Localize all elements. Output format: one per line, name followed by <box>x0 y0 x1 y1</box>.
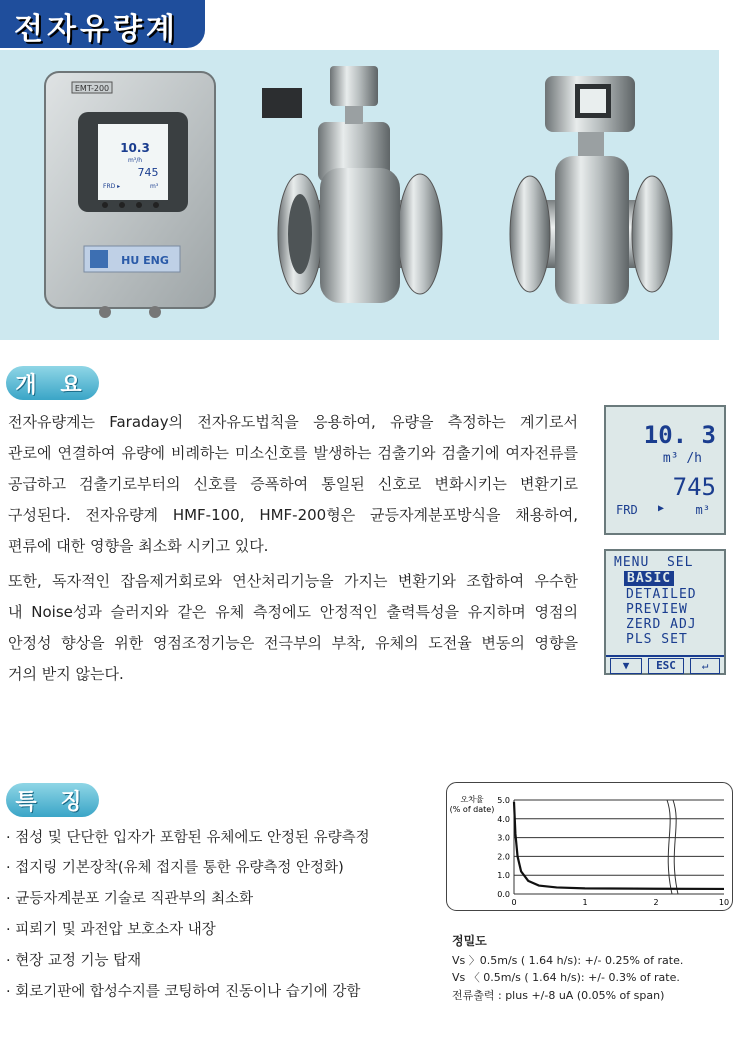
feature-item: · 회로기판에 합성수지를 코팅하여 진동이나 습기에 강함 <box>6 984 361 1000</box>
chart-x-tick-label: 0 <box>511 898 517 907</box>
svg-text:m³: m³ <box>150 183 159 190</box>
svg-text:10.3: 10.3 <box>120 141 150 155</box>
lcd-menu-item-pls-set[interactable]: PLS SET <box>626 632 688 647</box>
lcd-esc-button[interactable]: ESC <box>648 658 684 674</box>
features-heading-tab <box>6 783 99 817</box>
overview-line: 공급하고 검출기로부터의 신호를 증폭하여 통일된 신호로 변화시키는 변환기로 <box>8 475 578 493</box>
chart-y-tick-label: 2.0 <box>497 852 510 862</box>
lcd-frd-label: FRD <box>616 503 638 517</box>
overview-heading-tab <box>6 366 99 400</box>
lcd-down-button[interactable]: ▼ <box>610 658 642 674</box>
lcd-display-menu <box>604 549 726 675</box>
svg-text:HU ENG: HU ENG <box>121 254 169 267</box>
svg-text:m³/h: m³/h <box>127 157 143 164</box>
chart-y-tick-label: 1.0 <box>497 871 510 881</box>
features-heading: 특 징 <box>15 790 90 815</box>
chart-x-tick-label: 2 <box>653 898 659 907</box>
lcd-menu-item-basic[interactable]: BASIC <box>624 571 674 586</box>
accuracy-line: 전류출력 : plus +/-8 uA (0.05% of span) <box>452 989 665 1002</box>
chart-y-tick-label: 3.0 <box>497 833 510 843</box>
lcd-menu-item-preview[interactable]: PREVIEW <box>626 602 688 617</box>
accuracy-heading: 정밀도 <box>452 934 487 948</box>
feature-item: · 피뢰기 및 과전압 보호소자 내장 <box>6 922 216 938</box>
page-title: 전자유량계 <box>14 12 179 47</box>
lcd-menu-item-zero-adj[interactable]: ZERD ADJ <box>626 617 697 632</box>
chart-ylabel-line2: (% of date) <box>449 805 495 814</box>
lcd-menu-item-detailed[interactable]: DETAILED <box>626 587 697 602</box>
overview-line: 구성된다. 전자유량계 HMF-100, HMF-200형은 균등자계분포방식을 채용하여, <box>8 506 578 524</box>
accuracy-line: Vs 〈 0.5m/s ( 1.64 h/s): +/- 0.3% of rate. <box>452 971 680 984</box>
lcd-total-count: 745 <box>672 473 716 501</box>
feature-item: · 현장 교정 기능 탑재 <box>6 953 142 969</box>
feature-item: · 접지링 기본장착(유체 접지를 통한 유량측정 안정화) <box>6 860 344 876</box>
svg-text:EMT-200: EMT-200 <box>74 84 110 93</box>
feature-item: · 균등자계분포 기술로 직관부의 최소화 <box>6 891 254 907</box>
lcd-total-unit: m³ <box>695 503 710 517</box>
flowmeter-1 <box>262 66 442 303</box>
svg-text:FRD ▸: FRD ▸ <box>103 183 121 190</box>
overview-line: 편류에 대한 영향을 최소화 시키고 있다. <box>8 537 269 555</box>
chart-ylabel-line1: 오차율 <box>460 795 484 804</box>
overview-line: 관로에 연결하여 유량에 비례하는 미소신호를 발생하는 검출기와 검출기에 여자전류를 <box>8 444 578 462</box>
chart-y-tick-label: 0.0 <box>497 890 510 899</box>
accuracy-line: Vs 〉0.5m/s ( 1.64 h/s): +/- 0.25% of rate. <box>452 954 684 967</box>
lcd-menu-title: MENU SEL <box>614 555 694 570</box>
chart-y-tick-label: 5.0 <box>497 796 510 805</box>
overview-heading: 개 요 <box>15 373 90 398</box>
overview-line: 안정성 향상을 위한 영점조정기능은 전극부의 부착, 유체의 도전율 변동의 영향을 <box>8 634 578 652</box>
lcd-enter-button[interactable]: ↵ <box>690 658 720 674</box>
svg-text:745: 745 <box>137 166 159 179</box>
play-icon: ▶ <box>658 503 665 514</box>
page-title-tab <box>0 0 205 48</box>
product-photo <box>0 50 719 340</box>
converter-box <box>45 72 215 318</box>
overview-line: 또한, 독자적인 잡음제거회로와 연산처리기능을 가지는 변환기와 조합하여 우수한 <box>8 572 578 590</box>
lcd-flow-value: 10. 3 <box>643 421 716 449</box>
feature-item: · 점성 및 단단한 입자가 포함된 유체에도 안정된 유량측정 <box>6 830 370 846</box>
overview-line: 거의 받지 않는다. <box>8 665 124 683</box>
lcd-rate-unit: m³ /h <box>662 451 702 466</box>
chart-x-tick-label: 1 <box>582 898 588 907</box>
overview-line: 내 Noise성과 슬러지와 같은 유체 측정에도 안정적인 출력특성을 유지하며 영점의 <box>8 603 578 621</box>
product-photo-panel <box>0 50 719 340</box>
error-rate-chart <box>446 782 736 912</box>
chart-y-tick-label: 4.0 <box>497 814 510 824</box>
overview-line: 전자유량계는 Faraday의 전자유도법칙을 응용하여, 유량을 측정하는 계기로서 <box>8 413 578 431</box>
chart-x-tick-label: 10 <box>718 898 730 907</box>
lcd-display-main <box>604 405 726 535</box>
flowmeter-2 <box>510 76 672 304</box>
